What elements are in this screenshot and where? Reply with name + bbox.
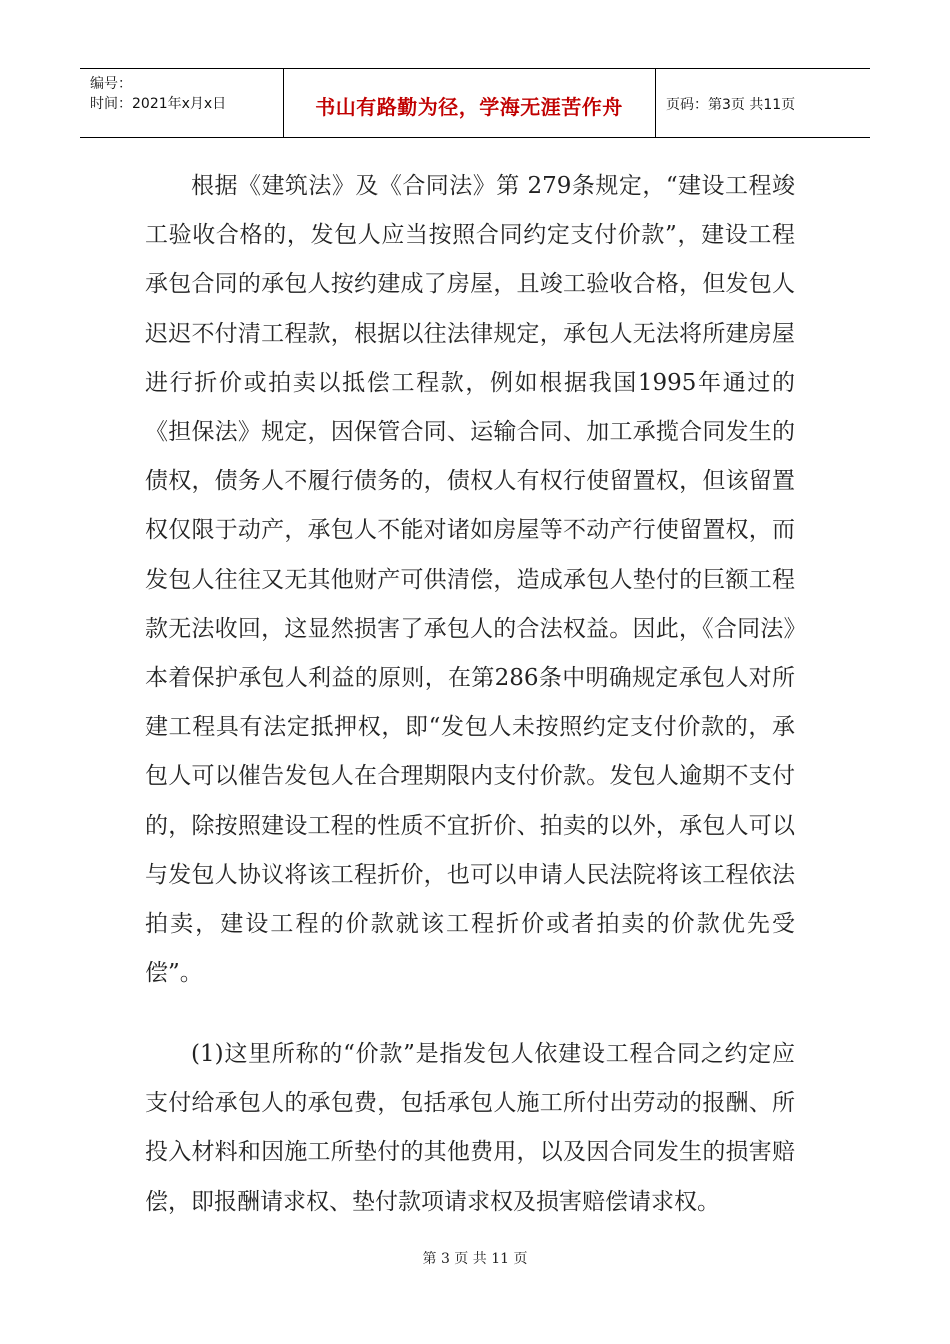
- header-motto: 书山有路勤为径，学海无涯苦作舟: [315, 95, 623, 119]
- document-number-label: 编号：: [90, 76, 132, 92]
- page-footer: 第 3 页 共 11 页: [422, 1251, 528, 1267]
- body-paragraph-1: 根据《建筑法》及《合同法》第 279条规定，“建设工程竣工验收合格的，发包人应当按照合同约定支付价款”，建设工程承包合同的承包人按约建成了房屋，且竣工验收合格，但发包人迟迟不付清工程款，根据以往法律规定，承包人无法将所建房屋进行折价或拍卖以抵偿工程款，例如根据我国1995年通过的《担保法》规定，因保管合同、运输合同、加工承揽合同发生的债权，债务人不履行债务的，债权人有权行使留置权，但该留置权仅限于动产，承包人不能对诸如房屋等不动产行使留置权，而发包人往往又无其他财产可供清偿，造成承包人垫付的巨额工程款无法收回，这显然损害了承包人的合法权益。因此，《合同法》本着保护承包人利益的原则，在第286条中明确规定承包人对所建工程具有法定抵押权，即“发包人未按照约定支付价款的，承包人可以催告发包人在合理期限内支付价款。发包人逾期不支付的，除按照建设工程的性质不宜折价、拍卖的以外，承包人可以与发包人协议将该工程折价，也可以申请人民法院将该工程依法拍卖，建设工程的价款就该工程折价或者拍卖的价款优先受偿”。: [145, 173, 795, 987]
- header-page-cell: [656, 69, 870, 137]
- header-info-cell: [80, 69, 284, 137]
- header-motto-cell: [283, 69, 656, 137]
- document-date-label: 时间：2021年x月x日: [90, 96, 227, 112]
- body-paragraph-2: (1)这里所称的“价款”是指发包人依建设工程合同之约定应支付给承包人的承包费，包括承包人施工所付出劳动的报酬、所投入材料和因施工所垫付的其他费用，以及因合同发生的损害赔偿，即报酬请求权、垫付款项请求权及损害赔偿请求权。: [145, 1041, 795, 1215]
- page-header: [80, 68, 870, 138]
- header-page-code: 页码：第3页 共11页: [666, 97, 796, 113]
